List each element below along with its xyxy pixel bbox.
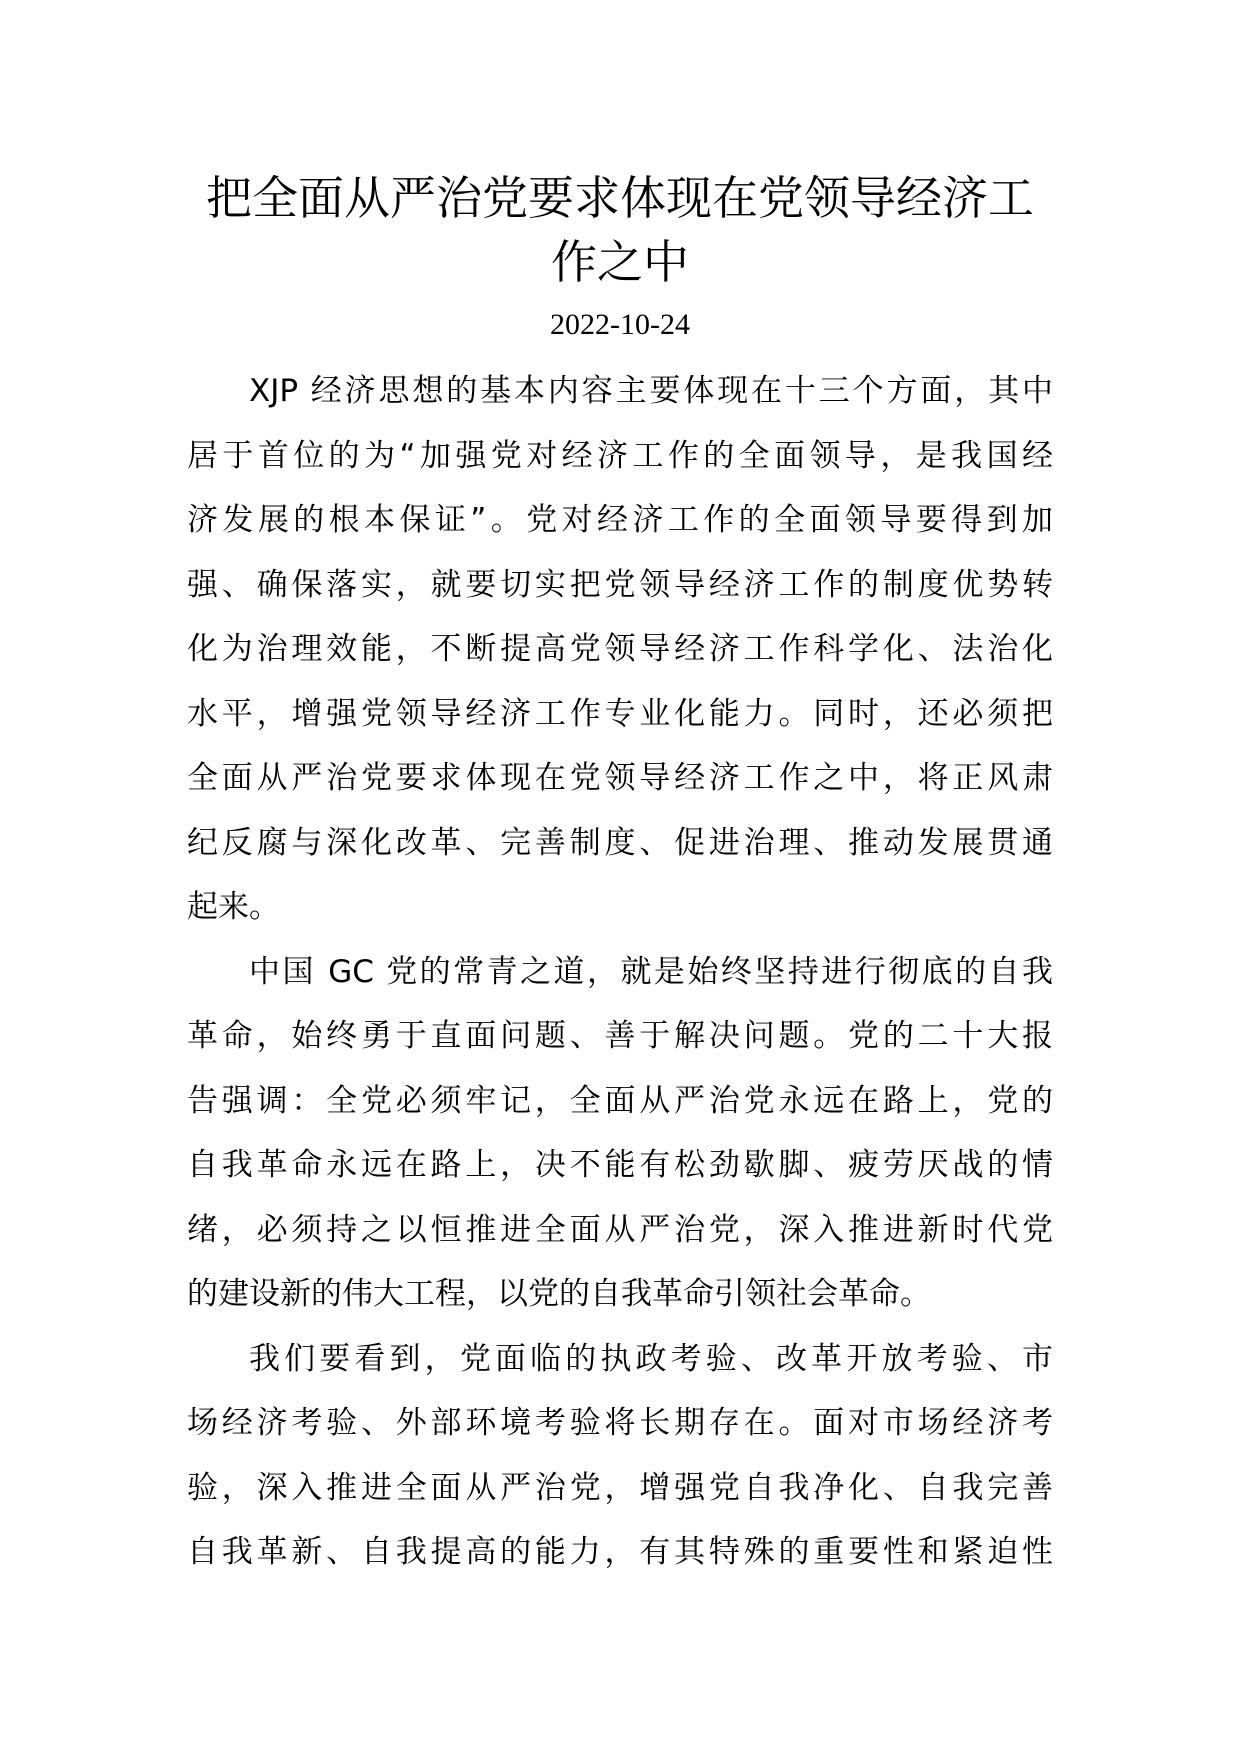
text-line: 全面从严治党要求体现在党领导经济工作之中，将正风肃 — [187, 760, 1053, 796]
paragraph — [187, 1327, 1053, 1585]
text-line: 自我革命永远在路上，决不能有松劲歇脚、疲劳厌战的情 — [187, 1147, 1053, 1183]
paragraph — [187, 940, 1053, 1327]
text-line: 中国 GC 党的常青之道，就是始终坚持进行彻底的自我 — [249, 953, 1053, 990]
text-line: 济发展的根本保证”。党对经济工作的全面领导要得到加 — [187, 502, 1053, 538]
text-line: 我们要看到，党面临的执政考验、改革开放考验、市 — [249, 1340, 1053, 1377]
text-line: 起来。 — [187, 889, 280, 925]
text-line: 强、确保落实，就要切实把党领导经济工作的制度优势转 — [187, 566, 1053, 603]
text-line: 告强调：全党必须牢记，全面从严治党永远在路上，党的 — [187, 1082, 1053, 1119]
document-title — [150, 166, 1090, 294]
text-line: 纪反腐与深化改革、完善制度、促进治理、推动发展贯通 — [187, 824, 1053, 861]
text-line: 水平，增强党领导经济工作专业化能力。同时，还必须把 — [187, 695, 1053, 732]
text-line: 绪，必须持之以恒推进全面从严治党，深入推进新时代党 — [187, 1211, 1053, 1248]
document-date: 2022-10-24 — [550, 308, 690, 341]
text-line: XJP 经济思想的基本内容主要体现在十三个方面，其中 — [249, 373, 1053, 409]
title-line: 作之中 — [551, 235, 689, 289]
paragraph — [187, 359, 1053, 940]
text-line: 化为治理效能，不断提高党领导经济工作科学化、法治化 — [187, 631, 1053, 667]
text-line: 的建设新的伟大工程，以党的自我革命引领社会革命。 — [187, 1276, 931, 1312]
document-body — [187, 359, 1053, 1585]
text-line: 居于首位的为“加强党对经济工作的全面领导，是我国经 — [187, 437, 1053, 474]
text-line: 场经济考验、外部环境考验将长期存在。面对市场经济考 — [187, 1405, 1053, 1441]
text-line: 革命，始终勇于直面问题、善于解决问题。党的二十大报 — [187, 1018, 1053, 1054]
text-line: 自我革新、自我提高的能力，有其特殊的重要性和紧迫性 — [187, 1534, 1053, 1570]
text-line: 验，深入推进全面从严治党，增强党自我净化、自我完善 — [187, 1469, 1053, 1506]
title-line: 把全面从严治党要求体现在党领导经济工 — [206, 171, 1034, 225]
